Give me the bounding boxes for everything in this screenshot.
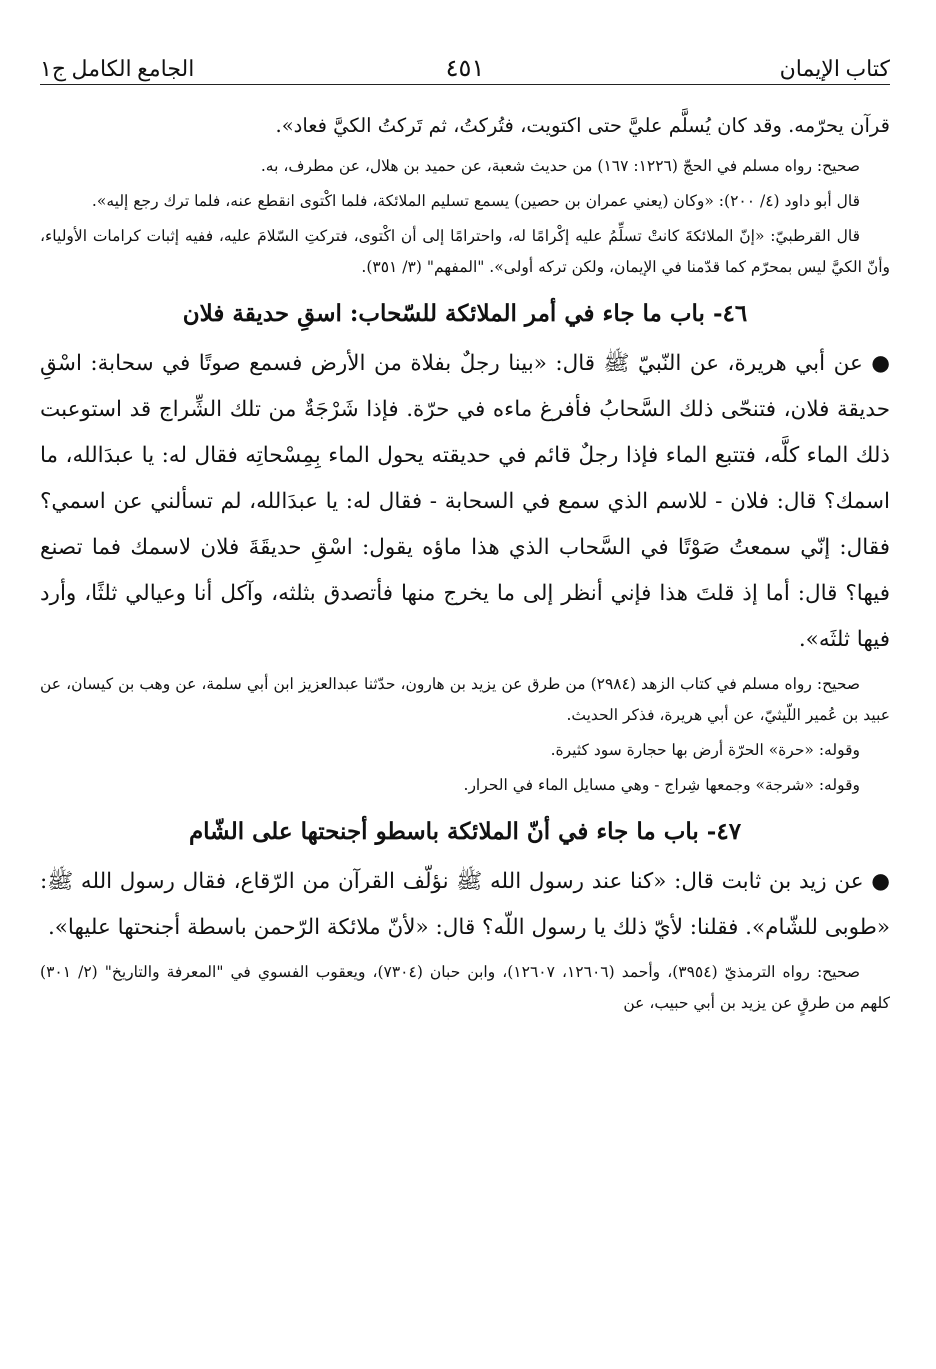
abu-dawud-quote: قال أبو داود (٤/ ٢٠٠): «وكان (يعني عمران بن حصين) يسمع تسليم الملائكة، فلما اكْتوى انقطع عنه، فلما ترك رجع إليه». [91,192,860,210]
hadith-text-47: ● عن زيد بن ثابت قال: «كنا عند رسول الله ﷺ نؤلّف القرآن من الرّقاع، فقال رسول الله ﷺ: «طوبى للشّام». فقلنا: لأيّ ذلك يا رسول اللّه؟ قال: «لأنّ ملائكة الرّحمن باسطة أجنحتها عليها». [40,869,890,940]
running-header [40,50,890,85]
chapter-heading-46: ٤٦- باب ما جاء في أمر الملائكة للسّحاب: اسقِ حديقة فلان [182,300,748,327]
page-body [40,107,890,1019]
header-book-title: الجامع الكامل ج١ [40,56,195,81]
takhrij-note: صحيح: رواه مسلم في الحجّ (١٢٢٦: ١٦٧) من حديث شعبة، عن حميد بن هلال، عن مطرف، به. [260,157,860,175]
hadith-continuation: قرآن يحرّمه. وقد كان يُسلَّم عليَّ حتى اكتويت، فتُركتُ، ثم تَركتُ الكيَّ فعاد». [275,114,890,137]
chapter-heading-47: ٤٧- باب ما جاء في أنّ الملائكة باسطو أجنحتها على الشّام [188,818,742,845]
book-page [40,50,890,1019]
page-number: ٤٥١ [445,56,485,82]
takhrij-note-47: صحيح: رواه الترمذيّ (٣٩٥٤)، وأحمد (١٢٦٠٦، ١٢٦٠٧)، وابن حبان (٧٣٠٤)، ويعقوب الفسوي في "المعرفة والتاريخ" (٢/ ٣٠١) كلهم من طرقٍ عن يزيد بن أبي حبيب، عن [40,963,890,1012]
gloss-harra: وقوله: «حرة» الحرّة أرض بها حجارة سود كثيرة. [550,741,860,759]
hadith-text-46: ● عن أبي هريرة، عن النّبيّ ﷺ قال: «بينا رجلٌ بفلاة من الأرض فسمع صوتًا في سحابة: اسْقِ حديقة فلان، فتنحّى ذلك السَّحابُ فأفرغ ماءه في حرّة. فإذا شَرْجَةٌ من تلك الشِّراج قد استوعبت ذلك الماء كلَّه، فتتبع الماء فإذا رجلٌ قائم في حديقته يحول الماء بِمِسْحاتِه فقال له: يا عبدَالله، ما اسمك؟ قال: فلان - للاسم الذي سمع في السحابة - فقال له: يا عبدَالله، لم تسألني عن اسمي؟ فقال: إنّي سمعتُ صَوْتًا في السَّحاب الذي هذا ماؤه يقول: اسْقِ حديقَةَ فلان لاسمك فما تصنع فيها؟ قال: أما إذ قلتَ هذا فإني أنظر إلى ما يخرج منها فأتصدق بثلثه، وآكل أنا وعيالي ثلثًا، وأرد فيها ثلثَه». [40,351,890,652]
qurtubi-quote: قال القرطبيّ: «إنّ الملائكةَ كانتْ تسلِّمُ عليه إكْرامًا له، واحترامًا إلى أن اكْتوى، فتركتِ السّلامَ عليه، ففيه إثبات كرامات الأولياء، وأنّ الكيَّ ليس بمحرّم كما قدّمنا في الإيمان، ولكن تركه أولى». "المفهم" (٣/ ٣٥١). [40,227,890,276]
gloss-sharja: وقوله: «شرجة» وجمعها شِراج - وهي مسايل الماء في الحرار. [463,776,860,794]
takhrij-note-46: صحيح: رواه مسلم في كتاب الزهد (٢٩٨٤) من طرق عن يزيد بن هارون، حدّثنا عبدالعزيز ابن أبي سلمة، عن وهب بن كيسان، عن عبيد بن عُمير اللّيثيّ، عن أبي هريرة، فذكر الحديث. [40,675,890,724]
header-section-title: كتاب الإيمان [779,56,890,81]
